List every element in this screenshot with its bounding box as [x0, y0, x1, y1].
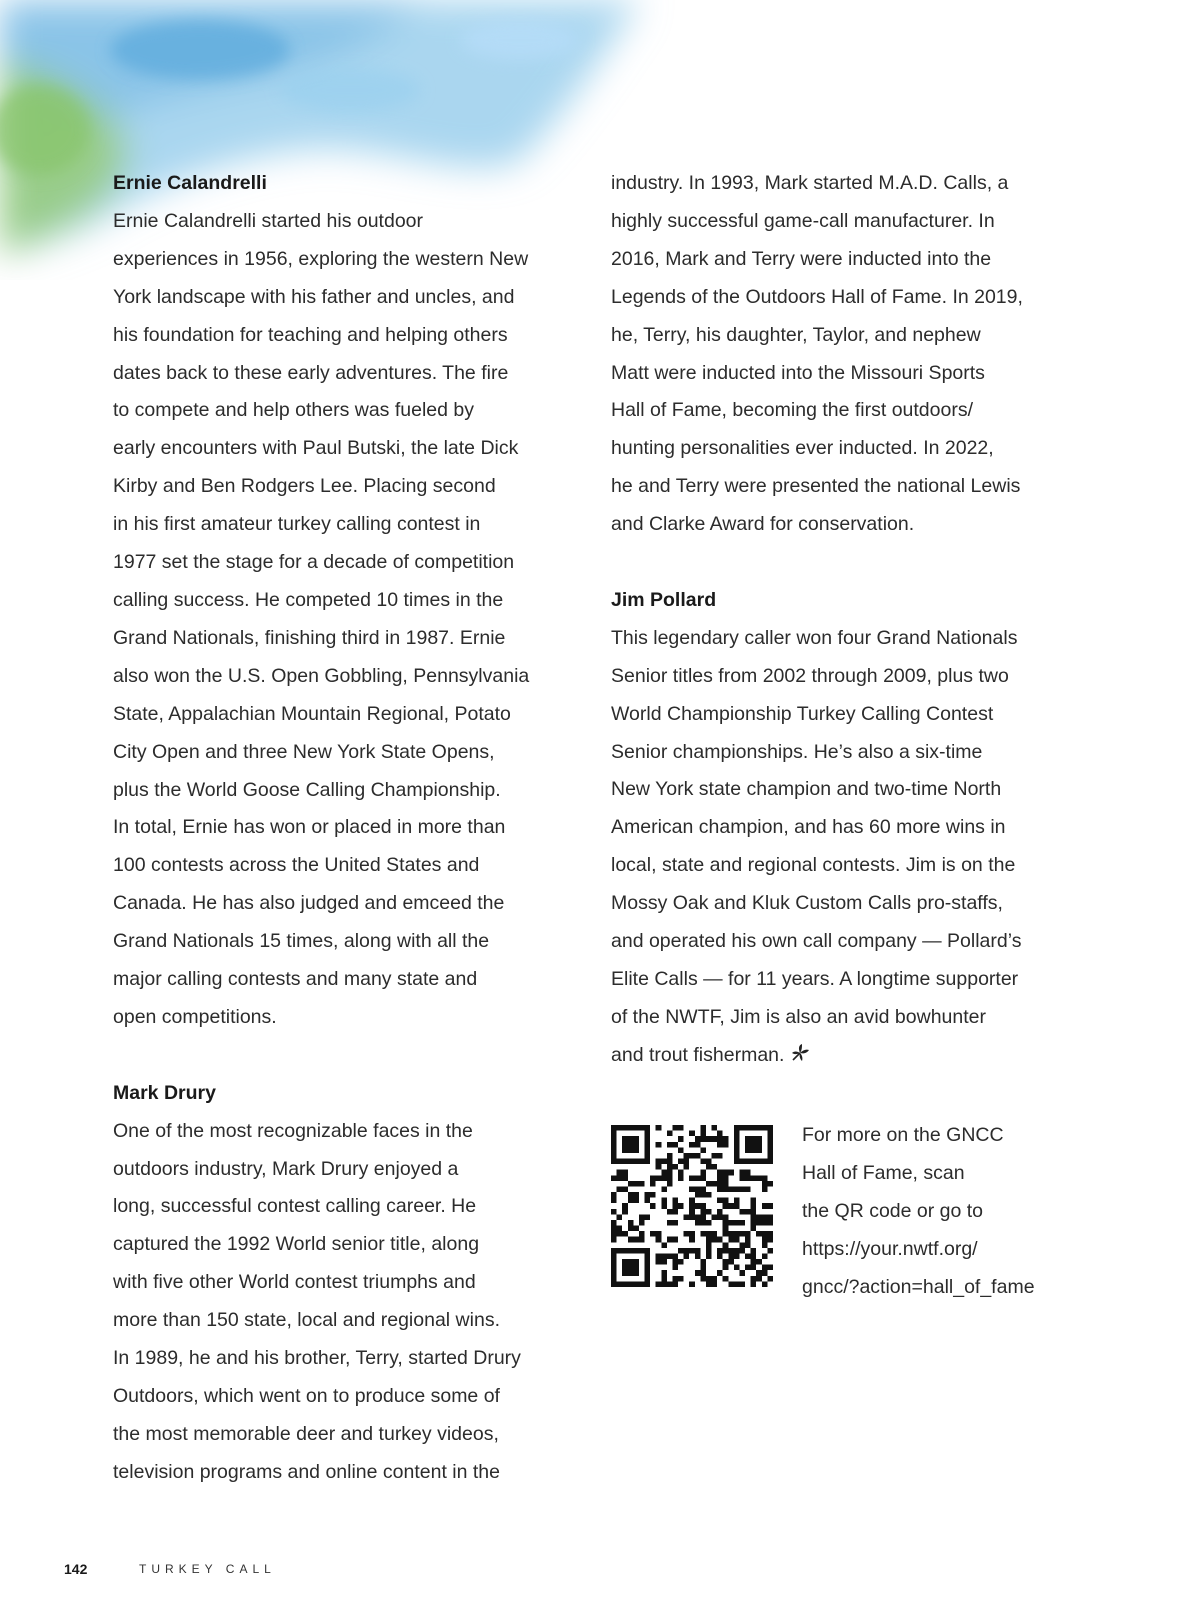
jim-pollard-heading: Jim Pollard [611, 588, 717, 611]
qr-block [611, 1117, 1081, 1317]
magazine-name: TURKEY CALL [139, 1562, 276, 1576]
page-number: 142 [64, 1561, 88, 1577]
section-gap [113, 1037, 568, 1075]
qr-code-icon[interactable] [611, 1125, 773, 1287]
mark-drury-bio-continued: industry. In 1993, Mark started M.A.D. Calls, a highly successful game-call manufacturer. In 2016, Mark and Terry were inducted into the Legends of the Outdoors Hall of Fame. In 2019, he, Terry, his daughter, Taylor, and nephew Matt were inducted into the Missouri Sports Hall of Fame, becoming the first outdoors/ hunting personalities ever inducted. In 2022, he and Terry were presented the national Lewis and Clarke Award for conservation. [611, 172, 1023, 536]
mark-drury-heading: Mark Drury [113, 1081, 216, 1104]
qr-caption: For more on the GNCC Hall of Fame, scan the QR code or go to https://your.nwtf.org/ gncc/?action=hall_of_fame [802, 1124, 1035, 1298]
jim-pollard-bio-text: This legendary caller won four Grand Nationals Senior titles from 2002 through 2009, plus two World Championship Turkey Calling Contest Senior championships. He’s also a six-time New York state champion and two-time North American champion, and has 60 more wins in local, state and regional contests. Jim is on the Mossy Oak and Kluk Custom Calls pro-staffs, and operated his own call company — Pollard’s Elite Calls — for 11 years. A longtime supporter of the NWTF, Jim is also an avid bowhunter and trout fisherman. [611, 626, 1022, 1066]
mark-drury-bio: One of the most recognizable faces in the outdoors industry, Mark Drury enjoyed a long, successful contest calling career. He captured the 1992 World senior title, along with five other World contest triumphs and more than 150 state, local and regional wins. In 1989, he and his brother, Terry, started Drury Outdoors, which went on to produce some of the most memorable deer and turkey videos, television programs and online content in the [113, 1119, 521, 1483]
right-column [611, 165, 1081, 1075]
ernie-calandrelli-bio: Ernie Calandrelli started his outdoor experiences in 1956, exploring the western New York landscape with his father and uncles, and his foundation for teaching and helping others dates back to these early adventures. The fire to compete and help others was fueled by early encounters with Paul Butski, the late Dick Kirby and Ben Rodgers Lee. Placing second in his first amateur turkey calling contest in 1977 set the stage for a decade of competition calling success. He competed 10 times in the Grand Nationals, finishing third in 1987. Ernie also won the U.S. Open Gobbling, Pennsylvania State, Appalachian Mountain Regional, Potato City Open and three New York State Opens, plus the World Goose Calling Championship. In total, Ernie has won or placed in more than 100 contests across the United States and Canada. He has also judged and emceed the Grand Nationals 15 times, along with all the major calling contests and many state and open competitions. [113, 209, 530, 1028]
turkey-feather-icon [790, 1043, 810, 1063]
jim-pollard-bio [611, 620, 1081, 1075]
section-gap [611, 544, 1081, 582]
left-column [113, 165, 568, 1492]
page-footer [64, 1561, 276, 1577]
ernie-calandrelli-heading: Ernie Calandrelli [113, 172, 267, 194]
